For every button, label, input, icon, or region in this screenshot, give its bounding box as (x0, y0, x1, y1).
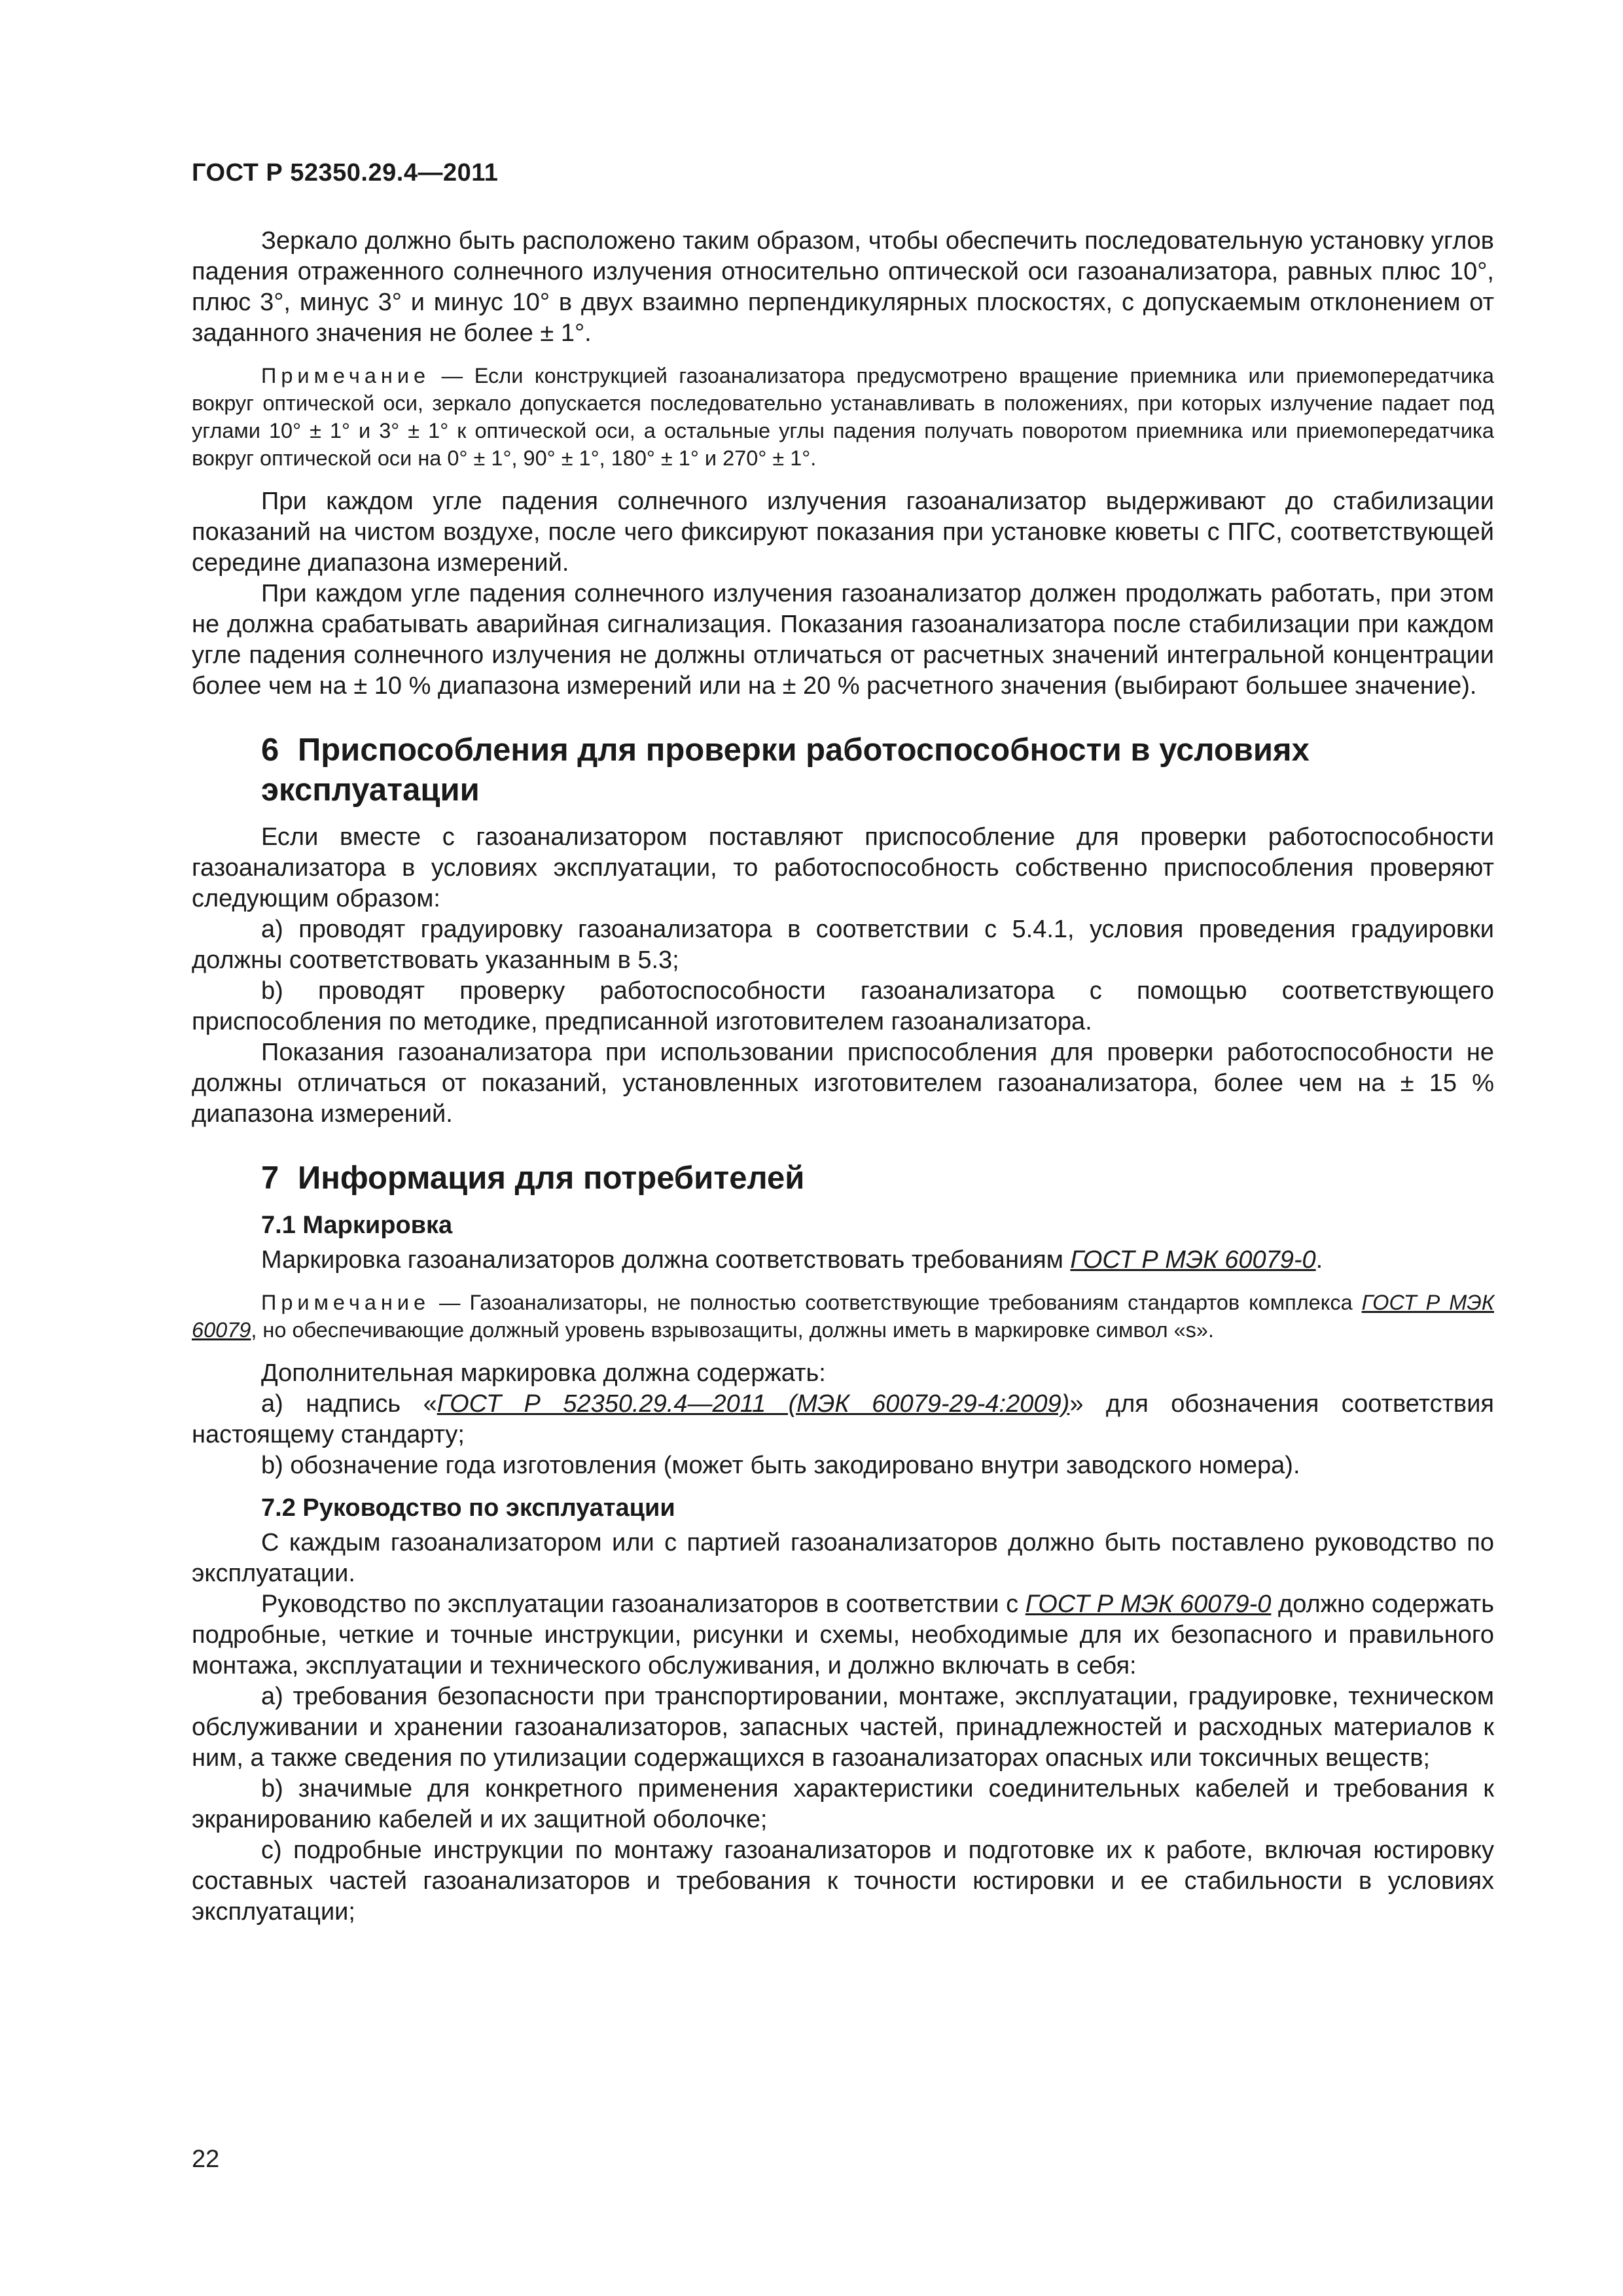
note-text: — Газоанализаторы, не полностью соответствующие требованиям стандартов комплекса (430, 1291, 1362, 1314)
intro-paragraph-3: При каждом угле падения солнечного излучения газоанализатор должен продолжать работать, при этом не должна срабатывать аварийная сигнализация. Показания газоанализатора после стабилизации при каждом угле падения солнечного излучения не должны отличаться от расчетных значений интегральной концентрации более чем на ± 10 % диапазона измерений или на ± 20 % расчетного значения (выбирают большее значение). (192, 580, 1494, 700)
subsection-7-2-item-b: b) значимые для конкретного применения характеристики соединительных кабелей и требования к экранированию кабелей и их защитной оболочке; (192, 1775, 1494, 1833)
section-6-title: Приспособления для проверки работоспособности в условиях эксплуатации (261, 732, 1310, 808)
subsection-7-2-paragraph-1: С каждым газоанализатором или с партией газоанализаторов должно быть поставлено руководство по эксплуатации. (192, 1529, 1494, 1587)
section-6-item-b: b) проводят проверку работоспособности газоанализатора с помощью соответствующего приспособления по методике, предписанной изготовителем газоанализатора. (192, 977, 1494, 1035)
subsection-7-2-paragraph-2 (192, 1589, 1494, 1681)
document-body (192, 226, 1494, 1928)
section-6-number: 6 (261, 732, 279, 768)
gost-60079-0-link[interactable]: ГОСТ Р МЭК 60079-0 (1070, 1246, 1316, 1274)
subsection-7-2-item-c: с) подробные инструкции по монтажу газоанализаторов и подготовке их к работе, включая юстировку составных частей газоанализаторов и требования к точности юстировки и ее стабильности в условиях эксплуатации; (192, 1837, 1494, 1926)
subsection-7-1-heading: 7.1 Маркировка (261, 1211, 453, 1239)
text-span: » для обозначения соответствия настоящему стандарту; (192, 1390, 1495, 1448)
intro-note (192, 362, 1494, 472)
subsection-7-1-item-a (192, 1389, 1494, 1450)
note-text: — Если конструкцией газоанализатора предусмотрено вращение приемника или приемопередатчика вокруг оптической оси, зеркало допускается последовательно устанавливать в положениях, при которых излучение падает под углами 10° ± 1° и 3° ± 1° к оптической оси, а остальные углы падения получать поворотом приемника или приемопередатчика вокруг оптической оси на 0° ± 1°, 90° ± 1°, 180° ± 1° и 270° ± 1°. (192, 364, 1494, 470)
section-6-item-a: а) проводят градуировку газоанализатора в соответствии с 5.4.1, условия проведения градуировки должны соответствовать указанным в 5.3; (192, 916, 1494, 974)
note-label: Примечание (261, 364, 431, 387)
page-number: 22 (192, 2145, 220, 2173)
text-span: Маркировка газоанализаторов должна соответствовать требованиям (261, 1246, 1071, 1274)
text-span: . (1315, 1246, 1323, 1274)
note-text: , но обеспечивающие должный уровень взрывозащиты, должны иметь в маркировке символ «s». (251, 1318, 1215, 1342)
text-span: должно содержать подробные, четкие и точные инструкции, рисунки и схемы, необходимые для их безопасного и правильного монтажа, эксплуатации и технического обслуживания, и должно включать в себя: (192, 1590, 1494, 1679)
section-7-title: Информация для потребителей (298, 1160, 805, 1196)
section-7-heading (192, 1158, 1494, 1198)
subsection-7-1-paragraph-2: Дополнительная маркировка должна содержать: (261, 1359, 826, 1387)
section-6-paragraph-1: Если вместе с газоанализатором поставляют приспособление для проверки работоспособности газоанализатора в условиях эксплуатации, то работоспособность собственно приспособления проверяют следующим образом: (192, 823, 1494, 912)
subsection-7-1-paragraph-1 (192, 1245, 1494, 1276)
gost-60079-0-link[interactable]: ГОСТ Р МЭК 60079-0 (1025, 1590, 1272, 1618)
standard-code-header: ГОСТ Р 52350.29.4—2011 (192, 159, 499, 187)
intro-paragraph-1: Зеркало должно быть расположено таким образом, чтобы обеспечить последовательную установку углов падения отраженного солнечного излучения относительно оптической оси газоанализатора, равных плюс 10°, плюс 3°, минус 3° и минус 10° в двух взаимно перпендикулярных плоскостях, с допускаемым отклонением от заданного значения не более ± 1°. (192, 227, 1494, 347)
note-label: Примечание (261, 1291, 431, 1314)
subsection-7-2-heading: 7.2 Руководство по эксплуатации (261, 1494, 675, 1522)
gost-52350-link[interactable]: ГОСТ Р 52350.29.4—2011 (МЭК 60079-29-4:2009) (437, 1390, 1070, 1418)
section-6-paragraph-2: Показания газоанализатора при использовании приспособления для проверки работоспособности не должны отличаться от показаний, установленных изготовителем газоанализатора, более чем на ± 15 % диапазона измерений. (192, 1039, 1494, 1128)
gost-60079-link[interactable]: ГОСТ Р МЭК 60079 (192, 1291, 1494, 1342)
text-span: Руководство по эксплуатации газоанализаторов в соответствии с (261, 1590, 1026, 1618)
section-6-heading (192, 730, 1494, 810)
section-7-number: 7 (261, 1160, 279, 1196)
subsection-7-1-item-b: b) обозначение года изготовления (может быть закодировано внутри заводского номера). (261, 1452, 1300, 1479)
subsection-7-1-note (192, 1289, 1494, 1344)
intro-paragraph-2: При каждом угле падения солнечного излучения газоанализатор выдерживают до стабилизации показаний на чистом воздухе, после чего фиксируют показания при установке кюветы с ПГС, соответствующей середине диапазона измерений. (192, 488, 1494, 577)
text-span: а) надпись « (261, 1390, 437, 1418)
subsection-7-2-item-a: а) требования безопасности при транспортировании, монтаже, эксплуатации, градуировке, техническом обслуживании и хранении газоанализаторов, запасных частей, принадлежностей и расходных материалов к ним, а также сведения по утилизации содержащихся в газоанализаторах опасных или токсичных веществ; (192, 1683, 1494, 1772)
